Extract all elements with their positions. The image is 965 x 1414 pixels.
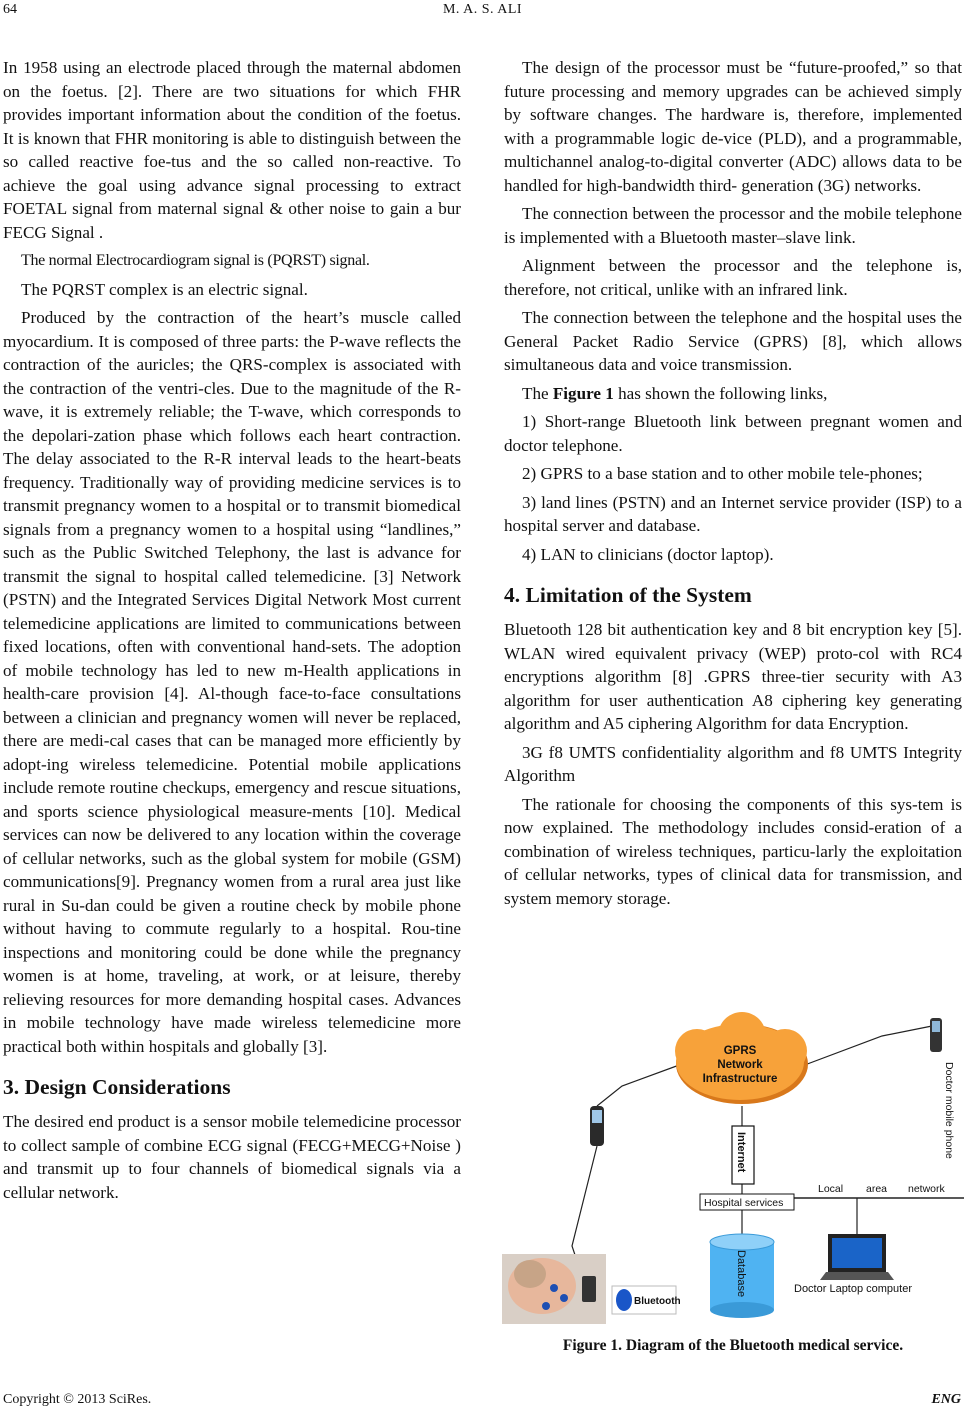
db-bottom-shape xyxy=(710,1302,774,1318)
sensor-device-shape xyxy=(582,1276,596,1302)
cloud-bump xyxy=(763,1029,807,1073)
laptop-label: Doctor Laptop computer xyxy=(794,1283,913,1295)
paragraph xyxy=(504,382,962,406)
bluetooth-label: Bluetooth xyxy=(634,1296,681,1307)
figure-1 xyxy=(502,1006,964,1324)
lan-label: network xyxy=(908,1183,945,1195)
electrode-icon xyxy=(542,1302,550,1310)
internet-label: Internet xyxy=(735,1132,747,1173)
gprs-to-phone-link xyxy=(597,1064,682,1106)
lan-label: area xyxy=(866,1183,888,1195)
bluetooth-logo xyxy=(612,1286,681,1314)
phone-screen-shape xyxy=(592,1110,602,1123)
paragraph: Produced by the contraction of the heart’s muscle called myocardium. It is composed of three parts: the P-wave reflects the contraction of the auricles; the QRS-complex is associated with the contraction of the ventri-cles. Due to the magnitude of the R-wave, it is extremely reliable; the T-wave, which corresponds to the depolari-zation phase which follows each heart contraction. The delay associated to the R-R interval leads to the heart-beats frequency. Traditionally way of providing medicine services is to transmit pregnancy women to a hospital or to transmit biomedical signals from a pregnancy women to a hospital using “landlines,” such as the Public Switched Telephony, the last is advance for transmit the signal to hospital called telemedicine. [3] Network (PSTN) and the Integrated Services Digital Network Most current telemedicine applications are limited to communications between fixed locations, often with conventional hand-sets. The adoption of mobile technology has led to new m-Health applications in health-care provision [4]. Al-though face-to-face consultations between a clinician and pregnancy women will never be replaced, there are medi-cal cases that can be managed more efficiently by adopt-ing wireless telemedicine. Potential mobile applications include remote routine checkups, emergency and rescue situations, and sports science physiological measure-ments [10]. Medical services can now be delivered to any location within the coverage of cellular networks, such as the global system for mobile (GSM) communications[9]. Pregnancy women from a rural area just like rural in Su-dan could be given a routine check by mobile phone without having to commute regularly to a hospital. Rou-tine inspections and monitoring could be done while the pregnancy women is at home, traveling, at work, or at leisure, thereby relieving resources for more demanding hospital cases. Advances in mobile technology have made wireless telemedicine more practical both within hospitals and globally [3]. xyxy=(3,308,461,1056)
list-item: 3) land lines (PSTN) and an Internet service provider (ISP) to a hospital server and database. xyxy=(504,492,962,535)
paragraph: The connection between the telephone and the hospital uses the General Packet Radio Service (GPRS) [8], which allows simultaneous data and voice transmission. xyxy=(504,308,962,374)
laptop-base-shape xyxy=(820,1272,894,1280)
paragraph: The design of the processor must be “future-proofed,” so that future processing and memory upgrades can be achieved simply by software changes. The hardware is, therefore, implemented with a programmable logic de-vice (PLD), and a programmable, multichannel analog-to-digital converter (ADC) allows data to be handled for high-bandwidth third- generation (3G) networks. xyxy=(504,58,962,195)
lan-label: Local xyxy=(818,1183,844,1195)
list-item: 1) Short-range Bluetooth link between pregnant women and doctor telephone. xyxy=(504,412,962,455)
list-item: 2) GPRS to a base station and to other mobile tele-phones; xyxy=(522,464,923,483)
gprs-cloud xyxy=(675,1012,808,1104)
paragraph: The PQRST complex is an electric signal. xyxy=(21,279,308,299)
paragraph: The rationale for choosing the components of this sys-tem is now explained. The methodology includes consid-eration of a combination of wireless techniques, particu-larly the exploitation of cellular networks, types of clinical data for transmission, and system memory storage. xyxy=(504,794,962,908)
text-run: has shown the following links, xyxy=(613,383,828,403)
phone-screen-shape xyxy=(932,1021,940,1032)
gprs-label: GPRS xyxy=(723,1045,757,1057)
gprs-label: Infrastructure xyxy=(702,1073,778,1085)
running-header-author: M. A. S. ALI xyxy=(442,2,523,17)
paragraph: Bluetooth 128 bit authentication key and 8 bit encryption key [5]. WLAN wired equivalent privacy (WEP) proto-col with RC4 encryptions algorithm [8] .GPRS three-tier security with A3 algorithm for user authentication A8 ciphering key generating algorithm and A5 ciphering Algorithm for data Encryption. xyxy=(504,620,962,733)
paragraph: The connection between the processor and the mobile telephone is implemented with a Bluetooth master–slave link. xyxy=(504,204,962,247)
paragraph: The desired end product is a sensor mobile telemedicine processor to collect sample of combine ECG signal (FECG+MECG+Noise ) and transmit up to four channels of biomedical signals via a cellular network. xyxy=(3,1112,461,1202)
footer-copyright: Copyright © 2013 SciRes. xyxy=(3,1392,152,1407)
paragraph: 3G f8 UMTS confidentiality algorithm and f8 UMTS Integrity Algorithm xyxy=(504,742,962,785)
hospital-services-label: Hospital services xyxy=(704,1197,784,1209)
pregnant-patient-image xyxy=(502,1254,606,1324)
network-diagram xyxy=(502,1006,964,1324)
db-top-shape xyxy=(710,1234,774,1250)
cloud-bump xyxy=(675,1029,719,1073)
electrode-icon xyxy=(560,1294,568,1302)
figure-caption: Figure 1. Diagram of the Bluetooth medical service. xyxy=(562,1337,904,1354)
gprs-label: Network xyxy=(717,1059,763,1071)
section-heading: 4. Limitation of the System xyxy=(504,583,752,607)
right-column xyxy=(504,56,962,915)
section-heading: 3. Design Considerations xyxy=(3,1075,231,1099)
list-item: 4) LAN to clinicians (doctor laptop). xyxy=(522,544,774,564)
text-run: The xyxy=(522,383,553,403)
doctor-phone-icon xyxy=(930,1018,942,1052)
head-shape xyxy=(514,1260,546,1288)
bluetooth-icon xyxy=(616,1289,632,1311)
gprs-to-doctor-link xyxy=(802,1026,932,1066)
paragraph: In 1958 using an electrode placed through the maternal abdomen on the foetus. [2]. There are two situations for which FHR provides important information about the condition of the foetus. It is known that FHR monitoring is able to distinguish between the so called reactive foe-tus and the so called non-reactive. To achieve the goal using advance signal processing to extract FOETAL signal from maternal signal & other noise to gain a bur FECG Signal . xyxy=(3,58,461,242)
patient-phone-icon xyxy=(590,1106,604,1146)
laptop-icon xyxy=(820,1234,894,1280)
footer-journal: ENG xyxy=(931,1392,961,1407)
paragraph: The normal Electrocardiogram signal is (PQRST) signal. xyxy=(21,252,370,269)
paragraph: Alignment between the processor and the telephone is, therefore, not critical, unlike with an infrared link. xyxy=(504,256,962,299)
electrode-icon xyxy=(550,1284,558,1292)
page-number: 64 xyxy=(3,2,17,17)
figure-reference: Figure 1 xyxy=(552,383,614,403)
left-column xyxy=(3,56,461,1209)
laptop-screen-shape xyxy=(832,1238,882,1268)
database-label: Database xyxy=(735,1250,747,1298)
doctor-phone-label: Doctor mobile phone xyxy=(943,1062,955,1159)
